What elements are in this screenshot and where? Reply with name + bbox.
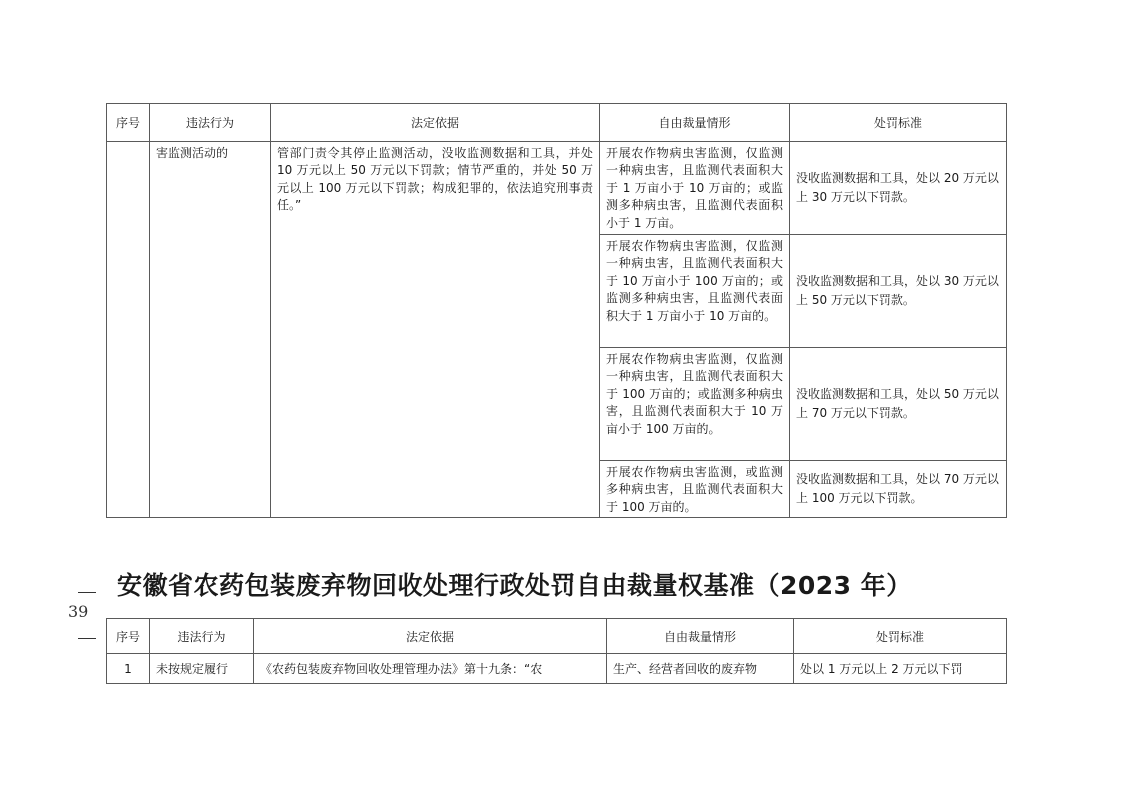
cell-legal-basis: 《农药包装废弃物回收处理管理办法》第十九条：“农 <box>254 654 607 684</box>
table-row <box>107 654 1007 684</box>
header-seq: 序号 <box>107 619 150 654</box>
header-discretion-situation: 自由裁量情形 <box>600 104 790 142</box>
page-number-dash-top <box>78 592 96 593</box>
cell-situation: 开展农作物病虫害监测，仅监测一种病虫害，且监测代表面积大于 100 万亩的；或监测多种病虫害，且监测代表面积大于 10 万亩小于 100 万亩的。 <box>600 348 790 461</box>
table-row <box>107 142 1007 235</box>
header-penalty-standard: 处罚标准 <box>790 104 1007 142</box>
header-violation: 违法行为 <box>150 104 271 142</box>
packaging-waste-penalty-table <box>106 618 1007 684</box>
header-legal-basis: 法定依据 <box>254 619 607 654</box>
cell-penalty: 处以 1 万元以上 2 万元以下罚 <box>794 654 1007 684</box>
header-violation: 违法行为 <box>150 619 254 654</box>
cell-penalty: 没收监测数据和工具，处以 30 万元以上 50 万元以下罚款。 <box>790 235 1007 348</box>
cell-situation: 开展农作物病虫害监测，仅监测一种病虫害，且监测代表面积大于 1 万亩小于 10 万亩的；或监测多种病虫害，且监测代表面积小于 1 万亩。 <box>600 142 790 235</box>
penalty-table-continued <box>106 103 1007 518</box>
cell-violation: 害监测活动的 <box>150 142 271 518</box>
cell-seq <box>107 142 150 518</box>
table-header-row <box>107 104 1007 142</box>
cell-situation: 开展农作物病虫害监测，或监测多种病虫害，且监测代表面积大于 100 万亩的。 <box>600 461 790 518</box>
cell-situation: 开展农作物病虫害监测，仅监测一种病虫害，且监测代表面积大于 10 万亩小于 100 万亩的；或监测多种病虫害，且监测代表面积大于 1 万亩小于 10 万亩的。 <box>600 235 790 348</box>
cell-violation: 未按规定履行 <box>150 654 254 684</box>
cell-legal-basis: 管部门责令其停止监测活动，没收监测数据和工具，并处 10 万元以上 50 万元以下罚款；情节严重的，并处 50 万元以上 100 万元以下罚款；构成犯罪的，依法追究刑事责任。” <box>271 142 600 518</box>
cell-situation: 生产、经营者回收的废弃物 <box>607 654 794 684</box>
page-number: 39 <box>68 602 89 621</box>
document-title: 安徽省农药包装废弃物回收处理行政处罚自由裁量权基准（2023 年） <box>117 571 912 600</box>
header-legal-basis: 法定依据 <box>271 104 600 142</box>
cell-penalty: 没收监测数据和工具，处以 50 万元以上 70 万元以下罚款。 <box>790 348 1007 461</box>
header-penalty-standard: 处罚标准 <box>794 619 1007 654</box>
cell-penalty: 没收监测数据和工具，处以 20 万元以上 30 万元以下罚款。 <box>790 142 1007 235</box>
header-discretion-situation: 自由裁量情形 <box>607 619 794 654</box>
page-number-dash-bottom <box>78 638 96 639</box>
cell-penalty: 没收监测数据和工具，处以 70 万元以上 100 万元以下罚款。 <box>790 461 1007 518</box>
table-header-row <box>107 619 1007 654</box>
cell-seq: 1 <box>107 654 150 684</box>
header-seq: 序号 <box>107 104 150 142</box>
